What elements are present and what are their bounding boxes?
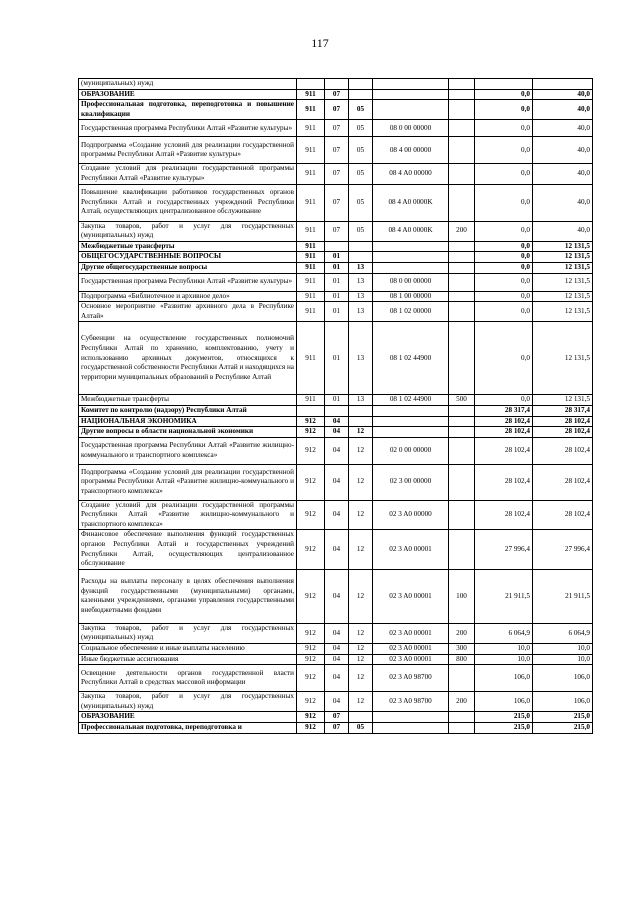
cell-admin-code: 911 [297, 252, 325, 263]
cell-expense-type: 500 [449, 395, 475, 406]
cell-section: 01 [325, 273, 349, 291]
cell-target-article [373, 100, 449, 120]
cell-section: 04 [325, 623, 349, 643]
cell-amount-2: 28 102,4 [533, 427, 593, 438]
cell-admin-code: 911 [297, 395, 325, 406]
cell-name: Расходы на выплаты персоналу в целях обеспечения выполнения функций государственными (муниципальными) органами, казенными учреждениями, органами управления государственными внебюджетными фондами [79, 569, 297, 623]
cell-amount-1: 0,0 [475, 395, 533, 406]
cell-expense-type [449, 464, 475, 500]
table-row [79, 692, 593, 712]
cell-expense-type [449, 302, 475, 322]
table-row [79, 644, 593, 655]
table-row [79, 120, 593, 137]
cell-name: Иные бюджетные ассигнования [79, 654, 297, 665]
cell-name: Подпрограмма «Библиотечное и архивное дело» [79, 291, 297, 302]
table-row [79, 623, 593, 643]
table-row [79, 654, 593, 665]
cell-amount-1: 0,0 [475, 302, 533, 322]
cell-amount-1 [475, 79, 533, 90]
cell-amount-1: 0,0 [475, 322, 533, 395]
cell-name: НАЦИОНАЛЬНАЯ ЭКОНОМИКА [79, 416, 297, 427]
table-row [79, 395, 593, 406]
table-row [79, 291, 593, 302]
cell-expense-type [449, 712, 475, 723]
cell-expense-type: 200 [449, 692, 475, 712]
cell-target-article: 02 3 A0 00001 [373, 530, 449, 569]
cell-amount-2: 215,0 [533, 712, 593, 723]
cell-name: Государственная программа Республики Алтай «Развитие культуры» [79, 120, 297, 137]
cell-amount-2: 40,0 [533, 184, 593, 221]
cell-amount-2 [533, 79, 593, 90]
cell-section [325, 405, 349, 416]
table-row [79, 273, 593, 291]
cell-admin-code: 912 [297, 437, 325, 464]
cell-name: Другие общегосударственные вопросы [79, 262, 297, 273]
cell-expense-type [449, 665, 475, 692]
cell-amount-2: 10,0 [533, 654, 593, 665]
table-row [79, 262, 593, 273]
cell-subsection: 12 [349, 569, 373, 623]
cell-amount-1: 0,0 [475, 164, 533, 184]
cell-admin-code: 911 [297, 184, 325, 221]
cell-amount-2: 27 996,4 [533, 530, 593, 569]
cell-section: 01 [325, 291, 349, 302]
cell-name: Создание условий для реализации государственной программы Республики Алтай «Развитие культуры» [79, 164, 297, 184]
cell-subsection: 05 [349, 137, 373, 164]
cell-amount-2: 12 131,5 [533, 291, 593, 302]
cell-target-article [373, 405, 449, 416]
cell-target-article: 08 1 02 44900 [373, 395, 449, 406]
cell-amount-1: 215,0 [475, 712, 533, 723]
cell-admin-code: 911 [297, 262, 325, 273]
cell-expense-type: 800 [449, 654, 475, 665]
cell-subsection: 12 [349, 654, 373, 665]
cell-expense-type: 300 [449, 644, 475, 655]
cell-expense-type [449, 723, 475, 734]
cell-expense-type [449, 164, 475, 184]
cell-amount-2: 10,0 [533, 644, 593, 655]
cell-amount-1: 0,0 [475, 273, 533, 291]
cell-subsection: 12 [349, 644, 373, 655]
cell-section: 04 [325, 569, 349, 623]
cell-amount-1: 215,0 [475, 723, 533, 734]
cell-amount-1: 27 996,4 [475, 530, 533, 569]
cell-amount-2: 106,0 [533, 692, 593, 712]
cell-expense-type [449, 500, 475, 530]
cell-expense-type [449, 530, 475, 569]
cell-admin-code: 911 [297, 164, 325, 184]
cell-section: 07 [325, 184, 349, 221]
table-row [79, 723, 593, 734]
cell-admin-code: 911 [297, 302, 325, 322]
cell-amount-1: 21 911,5 [475, 569, 533, 623]
cell-section: 04 [325, 437, 349, 464]
cell-name: Другие вопросы в области национальной экономики [79, 427, 297, 438]
cell-name: ОБРАЗОВАНИЕ [79, 712, 297, 723]
cell-section: 04 [325, 692, 349, 712]
cell-amount-2: 21 911,5 [533, 569, 593, 623]
cell-subsection: 13 [349, 322, 373, 395]
cell-amount-1: 0,0 [475, 184, 533, 221]
cell-target-article [373, 723, 449, 734]
cell-amount-1: 0,0 [475, 137, 533, 164]
cell-expense-type [449, 405, 475, 416]
cell-target-article: 08 1 00 00000 [373, 291, 449, 302]
cell-amount-2: 40,0 [533, 221, 593, 241]
cell-admin-code: 912 [297, 464, 325, 500]
cell-name: Финансовое обеспечение выполнения функций государственных органов Республики Алтай и государственных учреждений Республики Алтай, осуществляющих централизованное обслуживание [79, 530, 297, 569]
cell-section: 07 [325, 221, 349, 241]
cell-section: 04 [325, 654, 349, 665]
cell-amount-1: 0,0 [475, 262, 533, 273]
cell-target-article: 02 0 00 00000 [373, 437, 449, 464]
cell-subsection [349, 89, 373, 100]
cell-section: 07 [325, 712, 349, 723]
cell-name: Профессиональная подготовка, переподготовка и повышение квалификации [79, 100, 297, 120]
cell-admin-code: 911 [297, 100, 325, 120]
cell-target-article: 02 3 A0 00001 [373, 623, 449, 643]
cell-admin-code: 911 [297, 322, 325, 395]
cell-expense-type: 200 [449, 221, 475, 241]
cell-name: ОБЩЕГОСУДАРСТВЕННЫЕ ВОПРОСЫ [79, 252, 297, 263]
cell-amount-2: 40,0 [533, 120, 593, 137]
cell-amount-2: 12 131,5 [533, 262, 593, 273]
cell-name: Комитет по контролю (надзору) Республики Алтай [79, 405, 297, 416]
table-row [79, 252, 593, 263]
cell-amount-2: 28 102,4 [533, 500, 593, 530]
cell-target-article: 08 0 00 00000 [373, 120, 449, 137]
table-row [79, 464, 593, 500]
cell-section: 04 [325, 530, 349, 569]
cell-target-article [373, 79, 449, 90]
cell-subsection: 12 [349, 623, 373, 643]
cell-subsection: 05 [349, 184, 373, 221]
cell-admin-code: 912 [297, 416, 325, 427]
cell-amount-1: 0,0 [475, 120, 533, 137]
cell-section: 07 [325, 100, 349, 120]
cell-subsection: 05 [349, 221, 373, 241]
cell-expense-type [449, 427, 475, 438]
table-row [79, 89, 593, 100]
cell-admin-code: 911 [297, 241, 325, 252]
cell-subsection: 13 [349, 395, 373, 406]
cell-expense-type [449, 184, 475, 221]
cell-amount-2: 40,0 [533, 100, 593, 120]
table-row [79, 530, 593, 569]
cell-target-article [373, 262, 449, 273]
cell-admin-code: 912 [297, 644, 325, 655]
cell-name: (муниципальных) нужд [79, 79, 297, 90]
cell-name: Повышение квалификации работников государственных органов Республики Алтай и государственных учреждений Республики Алтай, осуществляющих централизованное обслуживание [79, 184, 297, 221]
cell-target-article: 08 4 A0 0000K [373, 184, 449, 221]
cell-admin-code: 911 [297, 120, 325, 137]
cell-section: 07 [325, 164, 349, 184]
cell-name: Подпрограмма «Создание условий для реализации государственной программы Республики Алтай «Развитие жилищно-коммунального и транспортного комплекса» [79, 464, 297, 500]
cell-amount-1: 28 102,4 [475, 437, 533, 464]
cell-amount-1: 28 102,4 [475, 416, 533, 427]
cell-section [325, 241, 349, 252]
cell-amount-2: 12 131,5 [533, 273, 593, 291]
cell-admin-code [297, 79, 325, 90]
cell-target-article: 02 3 A0 00001 [373, 644, 449, 655]
table-body [79, 79, 593, 734]
cell-name: Государственная программа Республики Алтай «Развитие жилищно-коммунального и транспортного комплекса» [79, 437, 297, 464]
cell-amount-1: 28 102,4 [475, 427, 533, 438]
table-row [79, 322, 593, 395]
cell-section: 04 [325, 500, 349, 530]
cell-amount-2: 12 131,5 [533, 322, 593, 395]
cell-target-article [373, 416, 449, 427]
cell-amount-2: 28 317,4 [533, 405, 593, 416]
table-row [79, 164, 593, 184]
cell-amount-1: 106,0 [475, 665, 533, 692]
cell-admin-code: 912 [297, 500, 325, 530]
cell-amount-1: 0,0 [475, 221, 533, 241]
cell-amount-1: 106,0 [475, 692, 533, 712]
cell-target-article: 08 4 A0 00000 [373, 164, 449, 184]
cell-name: Государственная программа Республики Алтай «Развитие культуры» [79, 273, 297, 291]
cell-subsection [349, 416, 373, 427]
cell-name: Профессиональная подготовка, переподготовка и [79, 723, 297, 734]
cell-amount-1: 0,0 [475, 89, 533, 100]
cell-amount-1: 6 064,9 [475, 623, 533, 643]
cell-admin-code: 911 [297, 89, 325, 100]
cell-amount-2: 106,0 [533, 665, 593, 692]
table-row [79, 184, 593, 221]
cell-section: 01 [325, 262, 349, 273]
cell-section: 04 [325, 427, 349, 438]
cell-expense-type [449, 100, 475, 120]
cell-expense-type [449, 241, 475, 252]
table-row [79, 427, 593, 438]
cell-target-article: 02 3 A0 98700 [373, 665, 449, 692]
cell-name: Основное мероприятие «Развитие архивного дела в Республике Алтай» [79, 302, 297, 322]
cell-name: ОБРАЗОВАНИЕ [79, 89, 297, 100]
table-row [79, 712, 593, 723]
table-row [79, 241, 593, 252]
cell-amount-1: 0,0 [475, 252, 533, 263]
cell-admin-code: 911 [297, 291, 325, 302]
cell-admin-code: 912 [297, 427, 325, 438]
table-row [79, 416, 593, 427]
cell-amount-1: 28 317,4 [475, 405, 533, 416]
cell-target-article: 08 4 A0 0000K [373, 221, 449, 241]
table-row [79, 665, 593, 692]
cell-subsection: 12 [349, 665, 373, 692]
cell-amount-1: 0,0 [475, 291, 533, 302]
cell-subsection: 05 [349, 164, 373, 184]
cell-name: Создание условий для реализации государственной программы Республики Алтай «Развитие жилищно-коммунального и транспортного комплекса» [79, 500, 297, 530]
cell-expense-type [449, 291, 475, 302]
cell-section: 07 [325, 89, 349, 100]
cell-target-article [373, 241, 449, 252]
cell-expense-type [449, 262, 475, 273]
cell-amount-2: 28 102,4 [533, 416, 593, 427]
cell-admin-code: 911 [297, 221, 325, 241]
cell-amount-2: 12 131,5 [533, 241, 593, 252]
table-row [79, 100, 593, 120]
cell-expense-type [449, 416, 475, 427]
cell-section: 01 [325, 302, 349, 322]
cell-section: 07 [325, 137, 349, 164]
cell-admin-code: 912 [297, 654, 325, 665]
cell-subsection: 05 [349, 120, 373, 137]
cell-amount-1: 10,0 [475, 654, 533, 665]
cell-subsection [349, 405, 373, 416]
cell-amount-2: 12 131,5 [533, 302, 593, 322]
cell-subsection: 05 [349, 100, 373, 120]
cell-expense-type: 200 [449, 623, 475, 643]
cell-amount-2: 28 102,4 [533, 464, 593, 500]
cell-name: Межбюджетные трансферты [79, 241, 297, 252]
cell-target-article: 08 4 00 00000 [373, 137, 449, 164]
cell-target-article: 02 3 00 00000 [373, 464, 449, 500]
cell-section [325, 79, 349, 90]
cell-amount-1: 10,0 [475, 644, 533, 655]
cell-section: 07 [325, 723, 349, 734]
cell-expense-type [449, 273, 475, 291]
cell-section: 01 [325, 252, 349, 263]
cell-admin-code: 912 [297, 569, 325, 623]
cell-target-article: 08 0 00 00000 [373, 273, 449, 291]
cell-amount-2: 40,0 [533, 164, 593, 184]
cell-subsection: 12 [349, 437, 373, 464]
cell-amount-2: 28 102,4 [533, 437, 593, 464]
cell-target-article [373, 427, 449, 438]
cell-admin-code: 911 [297, 137, 325, 164]
cell-subsection: 12 [349, 692, 373, 712]
cell-name: Межбюджетные трансферты [79, 395, 297, 406]
cell-target-article [373, 712, 449, 723]
cell-amount-2: 6 064,9 [533, 623, 593, 643]
cell-admin-code: 912 [297, 665, 325, 692]
table-row [79, 79, 593, 90]
cell-subsection: 13 [349, 291, 373, 302]
cell-admin-code: 912 [297, 530, 325, 569]
cell-section: 04 [325, 416, 349, 427]
table-row [79, 302, 593, 322]
cell-subsection [349, 79, 373, 90]
table-row [79, 569, 593, 623]
table-row [79, 405, 593, 416]
cell-name: Подпрограмма «Создание условий для реализации государственной программы Республики Алтай «Развитие культуры» [79, 137, 297, 164]
cell-name: Закупка товаров, работ и услуг для государственных (муниципальных) нужд [79, 623, 297, 643]
cell-amount-2: 215,0 [533, 723, 593, 734]
cell-admin-code: 912 [297, 723, 325, 734]
cell-section: 04 [325, 665, 349, 692]
cell-subsection: 13 [349, 302, 373, 322]
cell-amount-2: 12 131,5 [533, 395, 593, 406]
cell-section: 04 [325, 644, 349, 655]
cell-target-article: 02 3 A0 98700 [373, 692, 449, 712]
cell-subsection [349, 241, 373, 252]
cell-amount-1: 0,0 [475, 241, 533, 252]
cell-expense-type: 100 [449, 569, 475, 623]
cell-target-article: 02 3 A0 00001 [373, 654, 449, 665]
cell-name: Закупка товаров, работ и услуг для государственных (муниципальных) нужд [79, 692, 297, 712]
cell-admin-code: 912 [297, 712, 325, 723]
cell-section: 07 [325, 120, 349, 137]
cell-target-article [373, 252, 449, 263]
cell-admin-code: 912 [297, 623, 325, 643]
budget-table [78, 78, 593, 734]
cell-subsection: 12 [349, 500, 373, 530]
cell-subsection: 13 [349, 273, 373, 291]
cell-admin-code: 911 [297, 273, 325, 291]
table-row [79, 221, 593, 241]
cell-amount-2: 12 131,5 [533, 252, 593, 263]
cell-target-article: 08 1 02 44900 [373, 322, 449, 395]
table-row [79, 137, 593, 164]
cell-amount-2: 40,0 [533, 89, 593, 100]
page-number: 117 [311, 36, 329, 50]
cell-admin-code [297, 405, 325, 416]
cell-section: 01 [325, 322, 349, 395]
cell-expense-type [449, 322, 475, 395]
cell-subsection [349, 712, 373, 723]
cell-subsection: 12 [349, 530, 373, 569]
cell-amount-2: 40,0 [533, 137, 593, 164]
cell-amount-1: 0,0 [475, 100, 533, 120]
cell-target-article: 08 1 02 00000 [373, 302, 449, 322]
cell-expense-type [449, 89, 475, 100]
table-row [79, 437, 593, 464]
cell-expense-type [449, 137, 475, 164]
cell-name: Субвенции на осуществление государственных полномочий Республики Алтай по хранению, комплектованию, учету и использованию архивных документов, относящихся к государственной собственности Республики Алтай и находящихся на территории муниципальных образований в Республике Алтай [79, 322, 297, 395]
cell-target-article: 02 3 A0 00000 [373, 500, 449, 530]
cell-expense-type [449, 120, 475, 137]
cell-amount-1: 28 102,4 [475, 464, 533, 500]
cell-section: 04 [325, 464, 349, 500]
cell-subsection [349, 252, 373, 263]
cell-admin-code: 912 [297, 692, 325, 712]
cell-subsection: 13 [349, 262, 373, 273]
cell-subsection: 12 [349, 464, 373, 500]
cell-section: 01 [325, 395, 349, 406]
cell-target-article: 02 3 A0 00001 [373, 569, 449, 623]
cell-subsection: 05 [349, 723, 373, 734]
cell-name: Социальное обеспечение и иные выплаты населению [79, 644, 297, 655]
cell-name: Закупка товаров, работ и услуг для государственных (муниципальных) нужд [79, 221, 297, 241]
cell-target-article [373, 89, 449, 100]
cell-expense-type [449, 252, 475, 263]
cell-subsection: 12 [349, 427, 373, 438]
cell-name: Освещение деятельности органов государственной власти Республики Алтай в средствах массовой информации [79, 665, 297, 692]
cell-expense-type [449, 437, 475, 464]
cell-expense-type [449, 79, 475, 90]
cell-amount-1: 28 102,4 [475, 500, 533, 530]
table-row [79, 500, 593, 530]
